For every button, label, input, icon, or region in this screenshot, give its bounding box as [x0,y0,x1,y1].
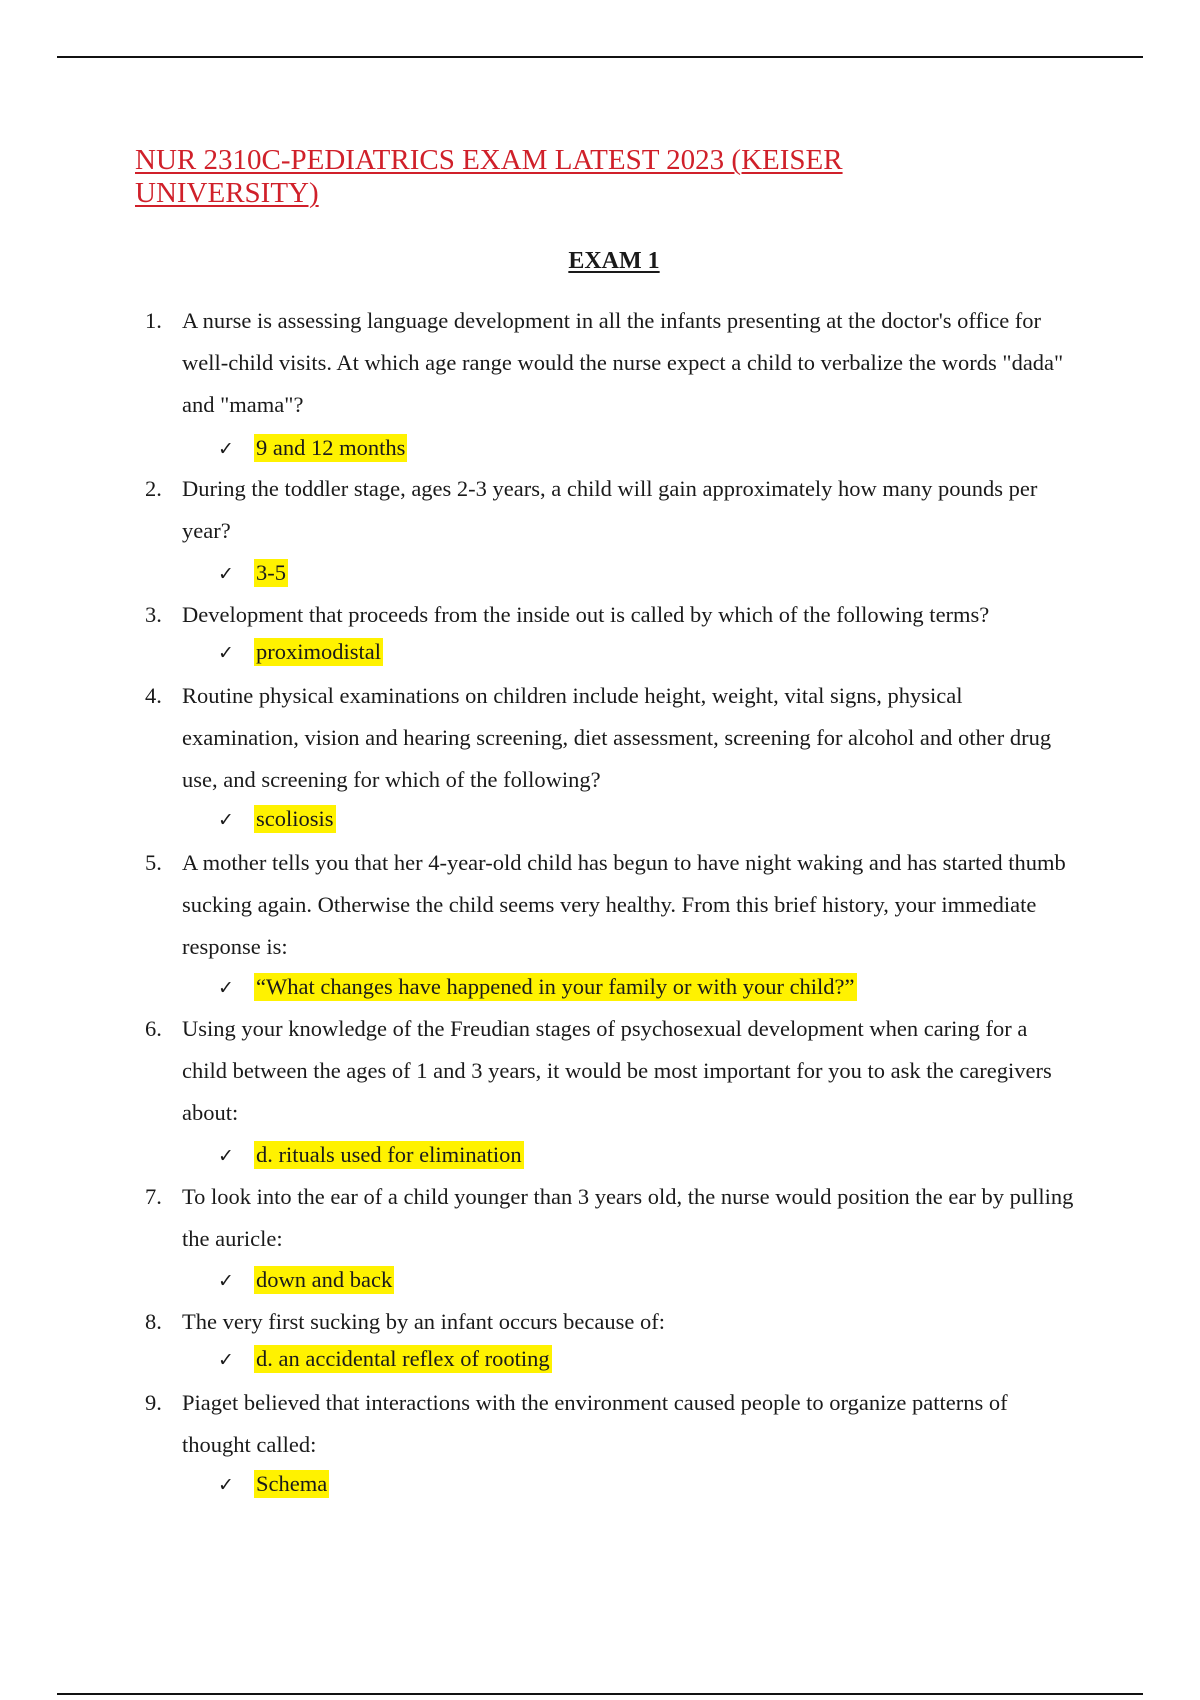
checkmark-icon: ✓ [218,563,234,585]
answer-4 [218,804,336,835]
checkmark-icon: ✓ [218,642,234,664]
question-9 [145,1382,1075,1466]
page-bottom-rule [57,1693,1143,1695]
highlighted-answer: d. rituals used for elimination [256,1142,522,1167]
question-text: Using your knowledge of the Freudian stages of psychosexual development when caring for a child between the ages of 1 and 3 years, it would be most important for you to ask the caregivers about: [182,1016,1052,1125]
question-text: To look into the ear of a child younger than 3 years old, the nurse would position the ear by pulling the auricle: [182,1184,1074,1251]
highlighted-answer: 9 and 12 months [256,435,406,460]
question-text: During the toddler stage, ages 2-3 years, a child will gain approximately how many pounds per year? [182,476,1038,543]
highlighted-answer: “What changes have happened in your family or with your child?” [256,974,855,999]
question-text: Routine physical examinations on children include height, weight, vital signs, physical examination, vision and hearing screening, diet assessment, screening for alcohol and other drug use, and screening for which of the following? [182,683,1052,792]
question-1 [145,300,1075,426]
highlighted-answer: scoliosis [256,806,334,831]
answer-6 [218,1140,524,1171]
highlighted-answer: Schema [256,1471,328,1496]
answer-9 [218,1469,329,1500]
question-number: 7. [145,1184,162,1209]
checkmark-icon: ✓ [218,438,234,460]
section-heading: EXAM 1 [568,248,660,274]
highlighted-answer: 3-5 [256,560,286,585]
answer-8 [218,1344,552,1375]
question-number: 8. [145,1309,162,1334]
question-text: Development that proceeds from the inside out is called by which of the following terms? [182,602,990,627]
question-5 [145,842,1075,968]
highlighted-answer: d. an accidental reflex of rooting [256,1346,550,1371]
question-text: The very first sucking by an infant occurs because of: [182,1309,665,1334]
document-title: NUR 2310C-PEDIATRICS EXAM LATEST 2023 (KEISER UNIVERSITY) [135,144,843,209]
answer-5 [218,972,857,1003]
question-3 [145,594,1075,636]
question-number: 6. [145,1016,162,1041]
question-number: 1. [145,308,162,333]
question-7 [145,1176,1075,1260]
checkmark-icon: ✓ [218,1474,234,1496]
question-text: A nurse is assessing language development in all the infants presenting at the doctor's office for well-child visits. At which age range would the nurse expect a child to verbalize the words "dada" and "mama"? [182,308,1064,417]
checkmark-icon: ✓ [218,1270,234,1292]
checkmark-icon: ✓ [218,977,234,999]
question-number: 5. [145,850,162,875]
question-number: 4. [145,683,162,708]
page-top-rule [57,56,1143,58]
question-6 [145,1008,1075,1134]
checkmark-icon: ✓ [218,1145,234,1167]
question-number: 2. [145,476,162,501]
question-4 [145,675,1075,801]
checkmark-icon: ✓ [218,1349,234,1371]
question-8 [145,1301,1075,1343]
answer-3 [218,637,383,668]
highlighted-answer: proximodistal [256,639,381,664]
question-text: Piaget believed that interactions with the environment caused people to organize patterns of thought called: [182,1390,1008,1457]
checkmark-icon: ✓ [218,809,234,831]
answer-1 [218,433,407,464]
answer-7 [218,1265,394,1296]
question-2 [145,468,1075,552]
answer-2 [218,558,288,589]
question-number: 9. [145,1390,162,1415]
question-text: A mother tells you that her 4-year-old child has begun to have night waking and has started thumb sucking again. Otherwise the child seems very healthy. From this brief history, your immediate response is: [182,850,1066,959]
question-number: 3. [145,602,162,627]
highlighted-answer: down and back [256,1267,393,1292]
